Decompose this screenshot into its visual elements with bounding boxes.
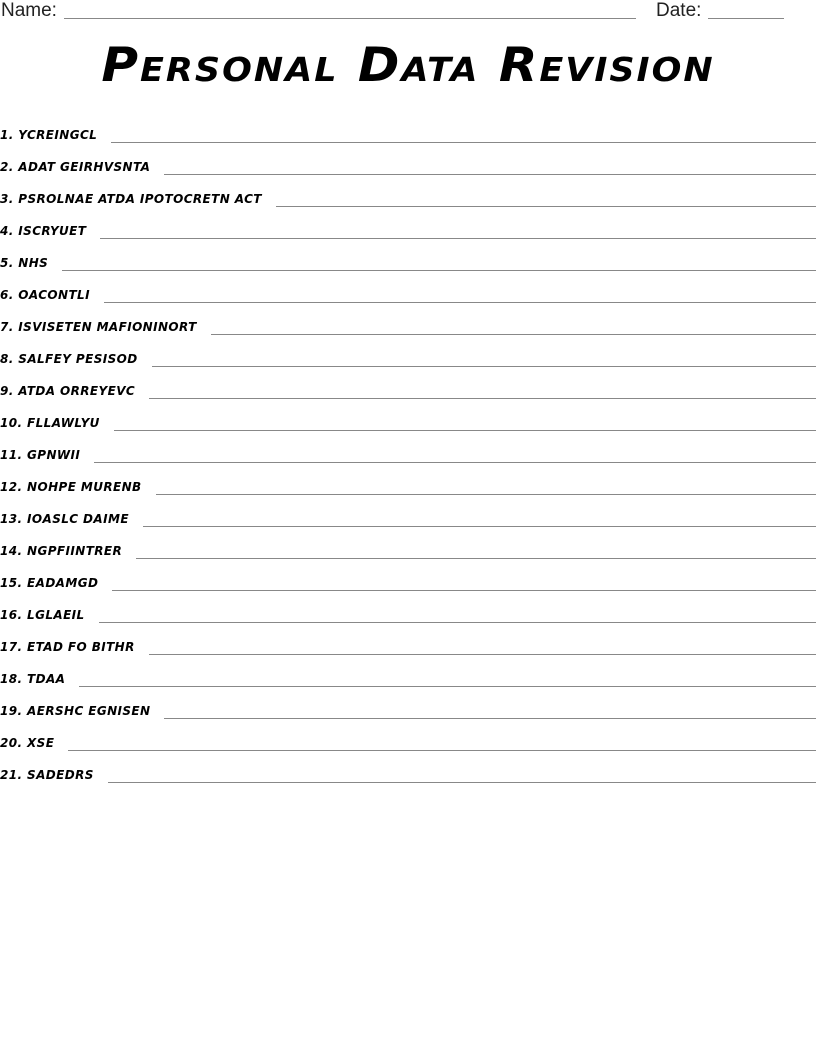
scrambled-word-label: 17. ETAD FO BITHR: [0, 640, 135, 654]
answer-line[interactable]: [68, 749, 816, 751]
list-item: [0, 240, 816, 272]
name-label: Name:: [1, 0, 57, 21]
date-label: Date:: [656, 0, 702, 21]
list-item: [0, 592, 816, 624]
scrambled-word-label: 1. YCREINGCL: [0, 128, 98, 142]
name-answer-line[interactable]: [64, 18, 636, 19]
answer-line[interactable]: [136, 557, 816, 559]
list-item: [0, 752, 816, 784]
list-item: [0, 688, 816, 720]
list-item: [0, 496, 816, 528]
answer-line[interactable]: [164, 173, 816, 175]
answer-line[interactable]: [79, 685, 816, 687]
scrambled-word-label: 12. NOHPE MURENB: [0, 480, 142, 494]
scrambled-word-label: 19. AERSHC EGNISEN: [0, 704, 151, 718]
answer-line[interactable]: [94, 461, 816, 463]
list-item: [0, 144, 816, 176]
answer-line[interactable]: [149, 397, 816, 399]
scrambled-word-label: 5. NHS: [0, 256, 49, 270]
answer-line[interactable]: [149, 653, 816, 655]
answer-line[interactable]: [99, 621, 816, 623]
scrambled-word-label: 7. ISVISETEN MAFIONINORT: [0, 320, 197, 334]
list-item: [0, 112, 816, 144]
list-item: [0, 528, 816, 560]
worksheet-header: [0, 0, 816, 24]
scrambled-word-label: 2. ADAT GEIRHVSNTA: [0, 160, 151, 174]
scrambled-word-label: 4. ISCRYUET: [0, 224, 87, 238]
list-item: [0, 720, 816, 752]
date-answer-line[interactable]: [708, 18, 784, 19]
worksheet-title: Personal Data Revision: [101, 37, 715, 93]
list-item: [0, 656, 816, 688]
answer-line[interactable]: [276, 205, 816, 207]
scrambled-word-label: 8. SALFEY PESISOD: [0, 352, 138, 366]
list-item: [0, 400, 816, 432]
answer-line[interactable]: [104, 301, 816, 303]
scrambled-word-label: 13. IOASLC DAIME: [0, 512, 129, 526]
answer-line[interactable]: [211, 333, 816, 335]
list-item: [0, 624, 816, 656]
answer-line[interactable]: [156, 493, 816, 495]
scrambled-word-label: 18. TDAA: [0, 672, 66, 686]
scrambled-word-label: 9. ATDA ORREYEVC: [0, 384, 136, 398]
list-item: [0, 304, 816, 336]
scrambled-word-label: 11. GPNWII: [0, 448, 81, 462]
list-item: [0, 208, 816, 240]
answer-line[interactable]: [112, 589, 816, 591]
scrambled-word-label: 21. SADEDRS: [0, 768, 94, 782]
list-item: [0, 464, 816, 496]
scrambled-word-label: 16. LGLAEIL: [0, 608, 85, 622]
list-item: [0, 432, 816, 464]
list-item: [0, 560, 816, 592]
list-item: [0, 272, 816, 304]
answer-line[interactable]: [108, 781, 816, 783]
answer-line[interactable]: [100, 237, 816, 239]
list-item: [0, 176, 816, 208]
scrambled-word-label: 14. NGPFIINTRER: [0, 544, 123, 558]
answer-line[interactable]: [152, 365, 816, 367]
answer-line[interactable]: [164, 717, 816, 719]
answer-line[interactable]: [143, 525, 816, 527]
scrambled-word-label: 15. EADAMGD: [0, 576, 99, 590]
scrambled-word-label: 6. OACONTLI: [0, 288, 90, 302]
scrambled-word-label: 20. XSE: [0, 736, 55, 750]
answer-line[interactable]: [111, 141, 816, 143]
scrambled-word-label: 10. FLLAWLYU: [0, 416, 100, 430]
word-scramble-list: [0, 112, 816, 784]
answer-line[interactable]: [114, 429, 816, 431]
list-item: [0, 336, 816, 368]
scrambled-word-label: 3. PSROLNAE ATDA IPOTOCRETN ACT: [0, 192, 262, 206]
list-item: [0, 368, 816, 400]
answer-line[interactable]: [62, 269, 816, 271]
